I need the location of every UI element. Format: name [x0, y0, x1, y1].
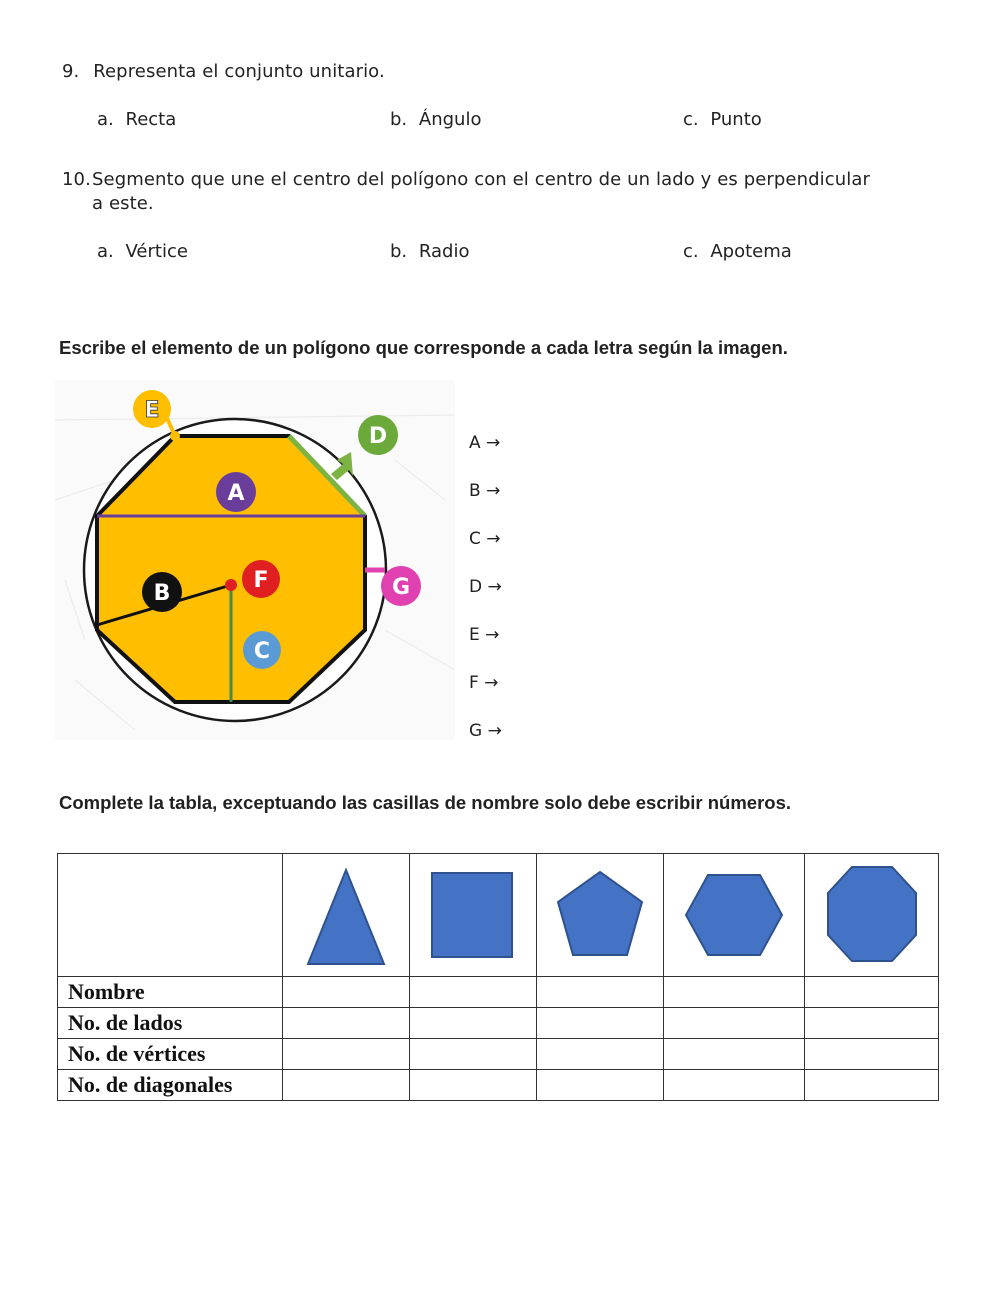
q10-option-c[interactable]: c. Apotema	[683, 241, 792, 262]
label-e-badge	[133, 390, 171, 428]
shape-cell-octagon	[805, 854, 939, 977]
question-10-number: 10.	[62, 169, 91, 190]
polygon-table	[57, 853, 939, 1101]
hexagon-icon	[682, 869, 786, 961]
polygon-diagram	[55, 380, 455, 740]
svg-text:E: E	[144, 398, 160, 423]
table-cell[interactable]	[805, 1039, 939, 1070]
label-c-badge	[243, 631, 281, 669]
shape-cell-square	[410, 854, 537, 977]
row-label-lados: No. de lados	[58, 1008, 283, 1039]
triangle-icon	[301, 860, 391, 970]
header-empty-cell	[58, 854, 283, 977]
table-instruction: Complete la tabla, exceptuando las casillas de nombre solo debe escribir números.	[59, 792, 792, 813]
label-d-badge	[358, 415, 398, 455]
center-point	[225, 579, 237, 591]
table-cell[interactable]	[410, 1008, 537, 1039]
svg-text:C: C	[253, 639, 271, 664]
label-b-badge	[142, 572, 182, 612]
label-f-badge	[242, 560, 280, 598]
table-cell[interactable]	[282, 1039, 410, 1070]
label-g-badge	[381, 566, 421, 606]
shape-cell-triangle	[282, 854, 410, 977]
table-cell[interactable]	[282, 977, 410, 1008]
row-label-nombre: Nombre	[58, 977, 283, 1008]
octagon-icon	[822, 861, 922, 969]
table-cell[interactable]	[410, 1070, 537, 1101]
answer-row-c[interactable]: C →	[469, 529, 501, 549]
label-a-badge	[216, 472, 256, 512]
q9-option-b[interactable]: b. Ángulo	[390, 109, 482, 130]
table-cell[interactable]	[664, 1039, 805, 1070]
q10-option-a[interactable]: a. Vértice	[97, 241, 188, 262]
table-cell[interactable]	[537, 1039, 664, 1070]
answer-row-f[interactable]: F →	[469, 673, 499, 693]
svg-text:G: G	[391, 575, 411, 600]
table-cell[interactable]	[282, 1070, 410, 1101]
q9-option-a[interactable]: a. Recta	[97, 109, 177, 130]
answer-row-a[interactable]: A →	[469, 433, 501, 453]
shape-cell-hexagon	[664, 854, 805, 977]
svg-text:D: D	[368, 424, 388, 449]
svg-text:A: A	[227, 481, 245, 506]
svg-text:B: B	[153, 581, 171, 606]
table-cell[interactable]	[537, 1070, 664, 1101]
answer-row-d[interactable]: D →	[469, 577, 502, 597]
q10-option-b[interactable]: b. Radio	[390, 241, 470, 262]
shape-cell-pentagon	[537, 854, 664, 977]
question-9-number: 9.	[62, 61, 80, 82]
question-10-text-line2: a este.	[92, 193, 154, 214]
square-icon	[428, 865, 518, 965]
pentagon-icon	[552, 865, 648, 965]
table-cell[interactable]	[282, 1008, 410, 1039]
q9-option-c[interactable]: c. Punto	[683, 109, 762, 130]
question-10-text-line1: Segmento que une el centro del polígono con el centro de un lado y es perpendicular	[92, 169, 870, 190]
table-cell[interactable]	[537, 1008, 664, 1039]
svg-text:F: F	[253, 568, 269, 593]
table-cell[interactable]	[664, 1008, 805, 1039]
table-cell[interactable]	[664, 977, 805, 1008]
row-label-diagonales: No. de diagonales	[58, 1070, 283, 1101]
answer-row-g[interactable]: G →	[469, 721, 502, 741]
table-cell[interactable]	[805, 1070, 939, 1101]
row-label-vertices: No. de vértices	[58, 1039, 283, 1070]
table-cell[interactable]	[410, 977, 537, 1008]
question-9	[62, 61, 385, 82]
table-cell[interactable]	[664, 1070, 805, 1101]
table-cell[interactable]	[537, 977, 664, 1008]
polygon-instruction: Escribe el elemento de un polígono que corresponde a cada letra según la imagen.	[59, 337, 788, 358]
question-9-text: Representa el conjunto unitario.	[93, 61, 385, 82]
table-cell[interactable]	[805, 977, 939, 1008]
table-cell[interactable]	[410, 1039, 537, 1070]
table-cell[interactable]	[805, 1008, 939, 1039]
answer-row-e[interactable]: E →	[469, 625, 500, 645]
answer-row-b[interactable]: B →	[469, 481, 501, 501]
